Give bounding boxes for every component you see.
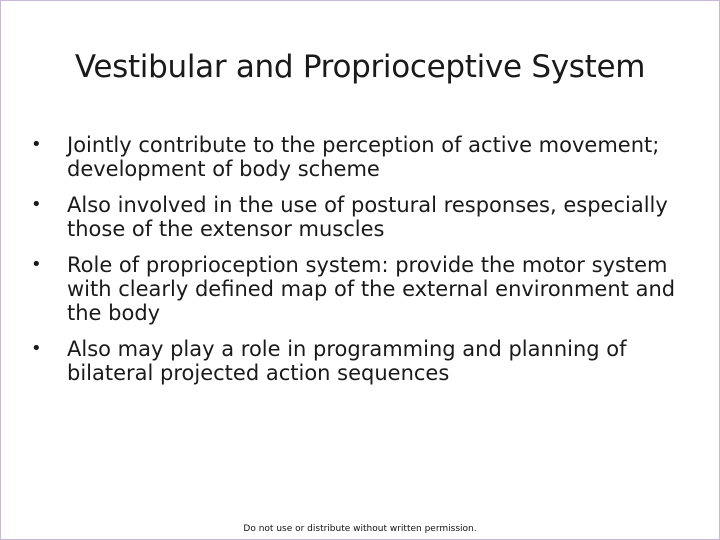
bullet-item xyxy=(31,253,701,325)
bullet-text: Also may play a role in programming and planning of bilateral projected action sequences xyxy=(67,337,627,385)
footer-notice: Do not use or distribute without written permission. xyxy=(243,524,477,534)
bullet-item xyxy=(31,337,701,385)
bullet-dot-icon: • xyxy=(31,338,42,359)
bullet-list xyxy=(31,133,701,397)
bullet-dot-icon: • xyxy=(31,194,42,215)
bullet-text: Also involved in the use of postural responses, especially those of the extensor muscles xyxy=(67,193,668,241)
bullet-text: Jointly contribute to the perception of active movement; development of body scheme xyxy=(67,133,660,181)
slide-title: Vestibular and Proprioceptive System xyxy=(74,49,646,85)
bullet-dot-icon: • xyxy=(31,134,42,155)
bullet-item xyxy=(31,133,701,181)
bullet-item xyxy=(31,193,701,241)
bullet-dot-icon: • xyxy=(31,254,42,275)
bullet-text: Role of proprioception system: provide the motor system with clearly defined map of the external environment and the body xyxy=(67,253,676,325)
